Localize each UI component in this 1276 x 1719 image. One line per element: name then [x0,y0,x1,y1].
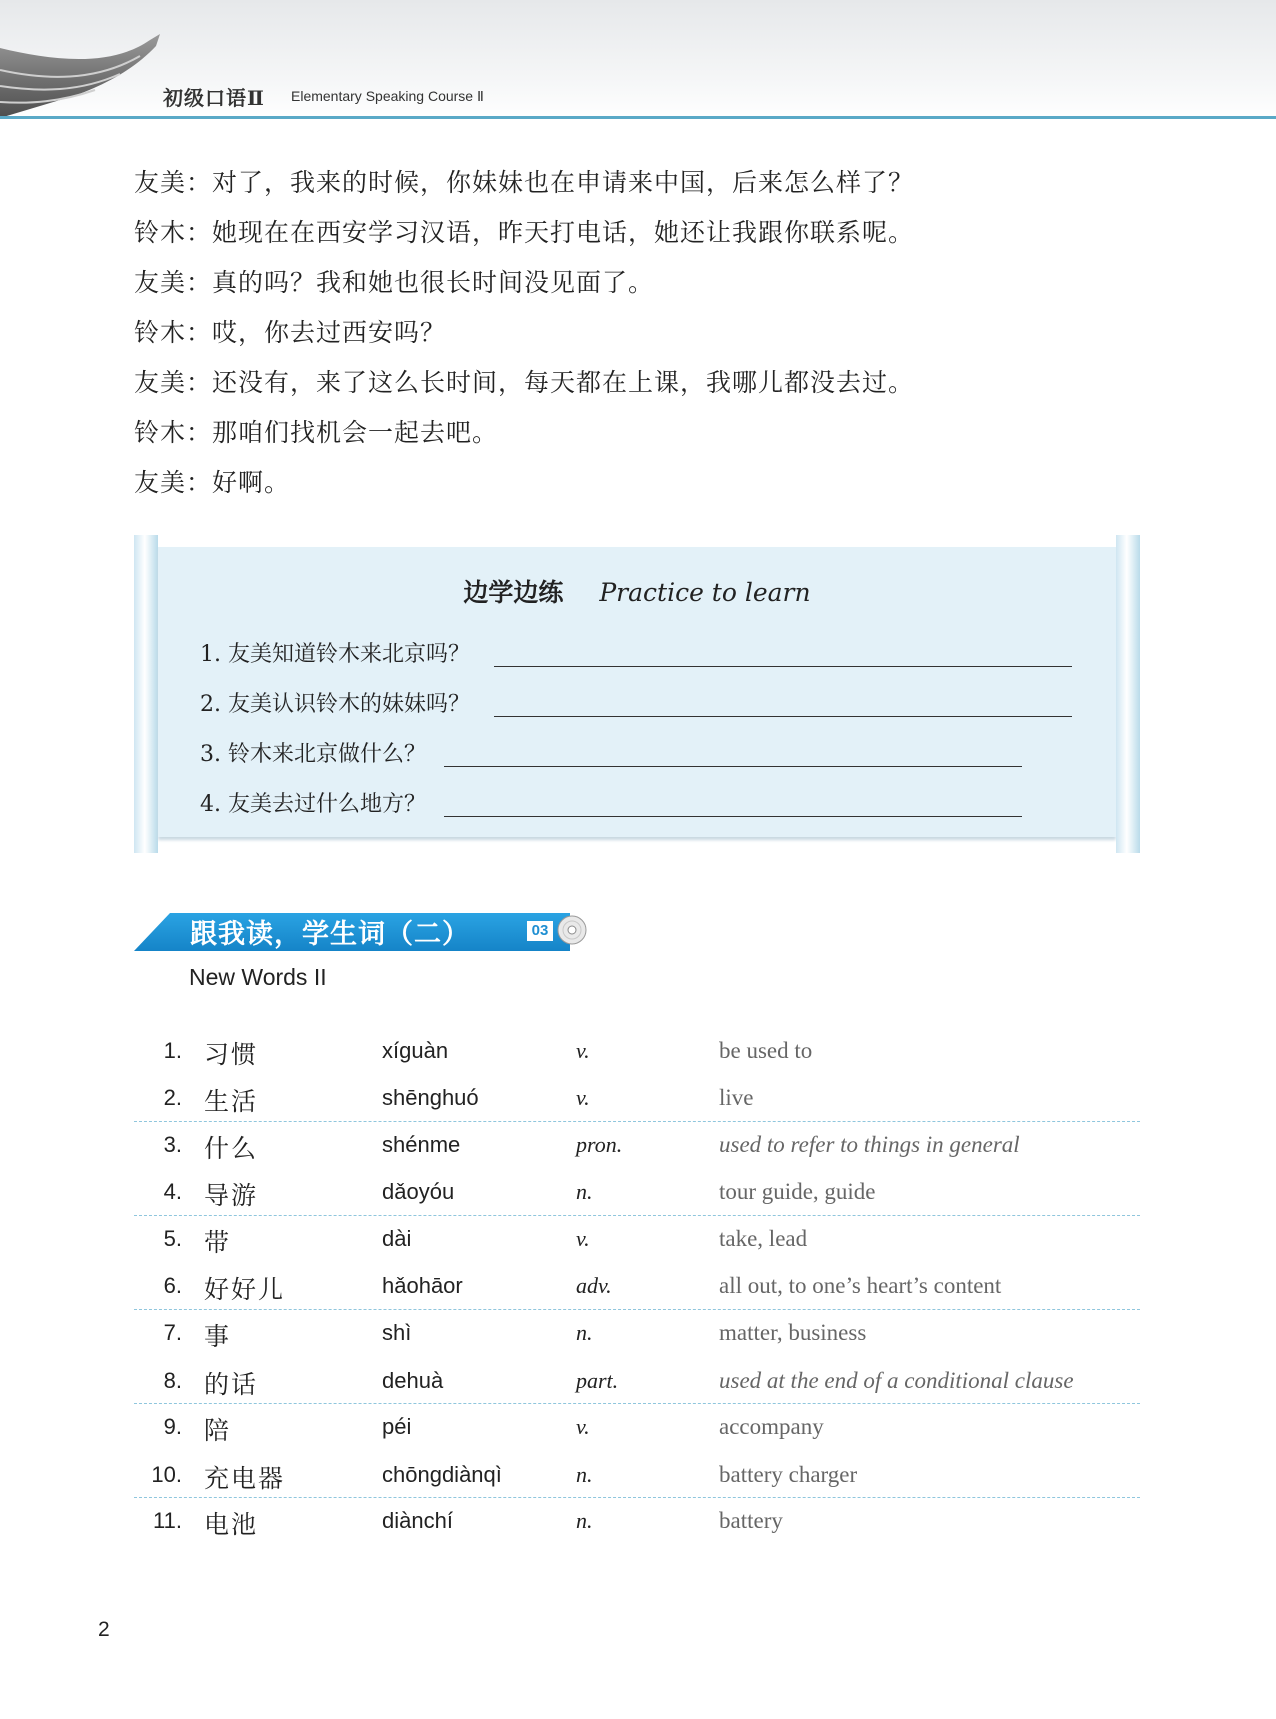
practice-panel [158,547,1116,837]
speaker-name: 铃木 [134,218,187,247]
vocab-row [134,1028,1140,1075]
vocab-number: 1. [163,1038,182,1063]
section-title: 跟我读，学生词（二） [190,919,470,950]
page-header [0,0,1276,120]
vocab-number: 6. [163,1273,182,1299]
scroll-rod-right [1116,535,1140,853]
dialogue-line [134,408,1144,458]
practice-title-en: Practice to learn [599,578,811,607]
vocab-definition: tour guide, guide [719,1179,876,1205]
vocab-definition: battery charger [719,1461,858,1487]
scroll-rod-left [134,535,158,853]
vocab-number: 8. [163,1367,182,1393]
vocab-part-of-speech: adv. [576,1273,612,1299]
vocab-row [134,1122,1140,1169]
vocab-number: 5. [163,1226,182,1252]
speaker-colon: ： [186,418,213,447]
vocab-row [134,1452,1140,1499]
vocab-hanzi: 带 [204,1228,232,1258]
practice-title-cn: 边学边练 [463,578,564,607]
speaker-name: 友美 [134,468,187,497]
vocab-row [134,1498,1140,1545]
vocab-pinyin: hǎohāor [382,1273,463,1299]
vocab-part-of-speech: n. [576,1508,593,1534]
vocab-definition: be used to [719,1038,813,1063]
speaker-colon: ： [186,468,213,497]
vocab-hanzi: 的话 [204,1369,259,1399]
vocab-number: 10. [151,1461,182,1487]
vocab-hanzi: 导游 [204,1181,259,1211]
vocab-part-of-speech: pron. [576,1132,623,1158]
vocab-hanzi: 充电器 [204,1463,286,1493]
vocab-part-of-speech: n. [576,1179,593,1205]
vocab-number: 11. [153,1508,182,1534]
audio-track-badge[interactable]: 03 [527,921,553,941]
vocab-number: 7. [163,1320,182,1346]
vocab-part-of-speech: v. [576,1226,590,1252]
vocab-hanzi: 事 [204,1322,232,1352]
dialogue-line [134,208,1144,258]
speaker-name: 友美 [134,268,187,297]
vocab-definition: accompany [719,1414,824,1440]
vocab-part-of-speech: n. [576,1461,593,1487]
vocab-hanzi: 好好儿 [204,1275,286,1305]
vocab-pinyin: dehuà [382,1367,444,1393]
vocab-part-of-speech: n. [576,1320,593,1346]
vocab-definition: battery [719,1508,783,1534]
answer-line-3[interactable] [444,766,1022,767]
dialogue-text: 真的吗？我和她也很长时间没见面了。 [212,268,655,297]
dialogue-text: 那咱们找机会一起去吧。 [212,418,499,447]
vocab-hanzi: 什么 [204,1134,259,1164]
vocab-hanzi: 电池 [204,1510,259,1540]
book-title-cn: 初级口语Ⅱ [163,86,265,110]
vocab-row [134,1358,1140,1405]
dialogue-line [134,358,1144,408]
dialogue-text: 对了，我来的时候，你妹妹也在申请来中国，后来怎么样了？ [212,168,915,197]
practice-title [158,573,1116,609]
vocab-row [134,1216,1140,1263]
audio-cd-icon[interactable] [557,915,587,945]
vocab-definition: used at the end of a conditional clause [719,1367,1074,1393]
vocab-pinyin: dài [382,1226,412,1252]
page-number: 2 [98,1618,110,1641]
dialogue-line [134,258,1144,308]
dialogue-text: 还没有，来了这么长时间，每天都在上课，我哪儿都没去过。 [212,368,915,397]
vocab-pinyin: shénme [382,1132,461,1158]
vocab-pinyin: diànchí [382,1508,453,1534]
speaker-colon: ： [186,168,213,197]
vocab-pinyin: péi [382,1414,412,1440]
dialogue-line [134,158,1144,208]
vocab-row [134,1263,1140,1310]
speaker-name: 友美 [134,368,187,397]
practice-box [134,535,1140,853]
speaker-name: 铃木 [134,318,187,347]
vocab-number: 4. [163,1179,182,1205]
vocabulary-list [134,1028,1140,1546]
speaker-colon: ： [186,268,213,297]
vocab-definition: live [719,1085,754,1111]
section-subtitle: New Words II [189,964,327,990]
vocab-hanzi: 陪 [204,1416,232,1446]
dialogue-text: 好啊。 [212,468,291,497]
speaker-colon: ： [186,218,213,247]
vocab-definition: all out, to one’s heart’s content [719,1273,1002,1299]
vocab-row [134,1075,1140,1122]
dialogue [134,158,1144,508]
question-1: 1. 友美知道铃木来北京吗？ [200,642,470,667]
speaker-colon: ： [186,318,213,347]
vocab-hanzi: 生活 [204,1087,259,1117]
vocab-part-of-speech: v. [576,1414,590,1440]
vocab-part-of-speech: part. [576,1367,619,1393]
speaker-name: 铃木 [134,418,187,447]
question-3: 3. 铃木来北京做什么？ [200,742,426,767]
vocab-number: 9. [163,1414,182,1440]
dialogue-text: 哎，你去过西安吗？ [212,318,447,347]
vocab-row [134,1310,1140,1357]
vocab-definition: take, lead [719,1226,808,1252]
speaker-colon: ： [186,368,213,397]
vocab-number: 2. [163,1085,182,1111]
vocab-number: 3. [163,1132,182,1158]
vocab-pinyin: xíguàn [382,1038,449,1063]
vocab-row [134,1169,1140,1216]
dialogue-line [134,458,1144,508]
answer-line-1[interactable] [494,666,1072,667]
vocab-pinyin: shì [382,1320,412,1346]
vocab-part-of-speech: v. [576,1038,590,1063]
vocab-definition: used to refer to things in general [719,1132,1020,1158]
pavilion-roof-icon [0,30,170,120]
dialogue-text: 她现在在西安学习汉语，昨天打电话，她还让我跟你联系呢。 [212,218,915,247]
vocab-pinyin: shēnghuó [382,1085,479,1111]
vocab-part-of-speech: v. [576,1085,590,1111]
vocab-hanzi: 习惯 [204,1040,259,1069]
header-rule [0,116,1276,119]
vocab-pinyin: chōngdiànqì [382,1461,502,1487]
question-2: 2. 友美认识铃木的妹妹吗？ [200,692,470,717]
question-4: 4. 友美去过什么地方？ [200,792,426,817]
book-title-en: Elementary Speaking Course Ⅱ [291,88,484,104]
vocab-definition: matter, business [719,1320,867,1346]
speaker-name: 友美 [134,168,187,197]
vocab-row [134,1404,1140,1451]
dialogue-line [134,308,1144,358]
answer-line-4[interactable] [444,816,1022,817]
answer-line-2[interactable] [494,716,1072,717]
vocab-pinyin: dǎoyóu [382,1179,455,1205]
